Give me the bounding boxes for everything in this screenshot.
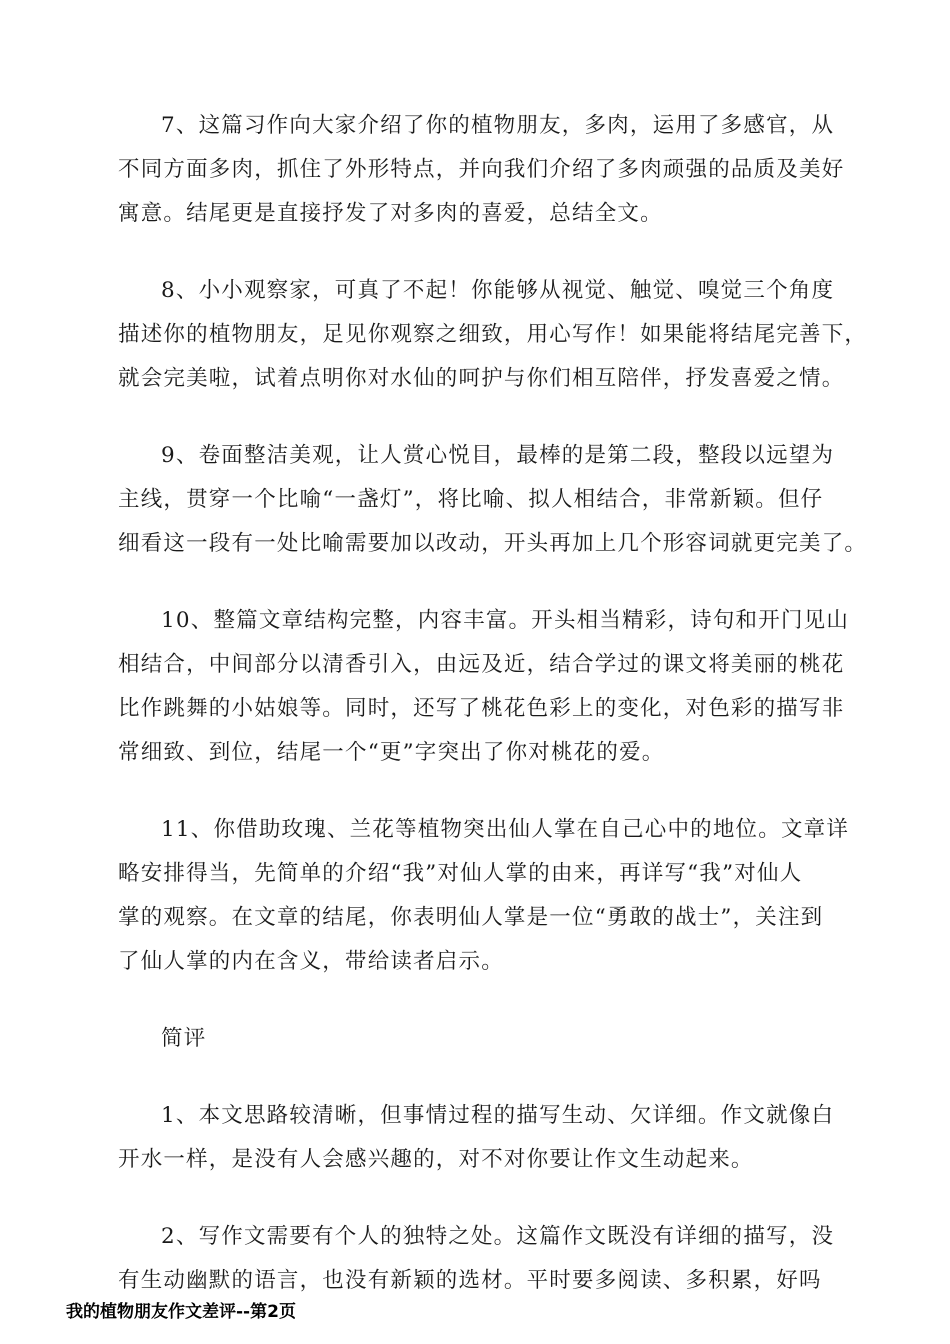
text-line: 11、你借助玫瑰、兰花等植物突出仙人掌在自己心中的地位。文章详 [161, 817, 850, 842]
text-line: 细看这一段有一处比喻需要加以改动，开头再加上几个形容词就更完美了。 [118, 531, 868, 556]
brief-comment-2 [118, 1215, 858, 1303]
comment-paragraph-10 [118, 599, 858, 775]
text-line: 相结合，中间部分以清香引入，由远及近，结合学过的课文将美丽的桃花 [118, 652, 845, 677]
text-line: 8、小小观察家，可真了不起！你能够从视觉、触觉、嗅觉三个角度 [161, 278, 835, 303]
text-line: 有生动幽默的语言，也没有新颖的选材。平时要多阅读、多积累，好吗 [118, 1268, 822, 1293]
text-line: 9、卷面整洁美观，让人赏心悦目，最棒的是第二段，整段以远望为 [161, 443, 835, 468]
text-line: 就会完美啦，试着点明你对水仙的呵护与你们相互陪伴，抒发喜爱之情。 [118, 366, 845, 391]
text-line: 掌的观察。在文章的结尾，你表明仙人掌是一位“勇敢的战士”，关注到 [118, 905, 824, 930]
text-line: 开水一样，是没有人会感兴趣的，对不对你要让作文生动起来。 [118, 1147, 754, 1172]
brief-comment-1 [118, 1094, 858, 1182]
text-line: 略安排得当，先简单的介绍“我”对仙人掌的由来，再详写“我”对仙人 [118, 861, 803, 886]
text-line: 主线，贯穿一个比喻“一盏灯”，将比喻、拟人相结合，非常新颖。但仔 [118, 487, 824, 512]
text-line: 比作跳舞的小姑娘等。同时，还写了桃花色彩上的变化，对色彩的描写非 [118, 696, 845, 721]
comment-paragraph-11 [118, 808, 858, 984]
comment-paragraph-7 [118, 104, 858, 236]
text-line: 了仙人掌的内在含义，带给读者启示。 [118, 949, 504, 974]
page-footer: 我的植物朋友作文差评--第2页 [66, 1302, 296, 1322]
section-heading [118, 1017, 858, 1061]
text-line: 1、本文思路较清晰，但事情过程的描写生动、欠详细。作文就像白 [161, 1103, 835, 1128]
text-line: 7、这篇习作向大家介绍了你的植物朋友，多肉，运用了多感官，从 [161, 113, 835, 138]
text-line: 不同方面多肉，抓住了外形特点，并向我们介绍了多肉顽强的品质及美好 [118, 157, 845, 182]
text-line: 描述你的植物朋友，足见你观察之细致，用心写作！如果能将结尾完善下， [118, 322, 868, 347]
text-line: 10、整篇文章结构完整，内容丰富。开头相当精彩，诗句和开门见山 [161, 608, 850, 633]
comment-paragraph-9 [118, 434, 868, 566]
text-line: 常细致、到位，结尾一个“更”字突出了你对桃花的爱。 [118, 740, 665, 765]
document-body [118, 104, 868, 1336]
comment-paragraph-8 [118, 269, 868, 401]
section-heading-text: 简评 [161, 1026, 207, 1051]
text-line: 2、写作文需要有个人的独特之处。这篇作文既没有详细的描写，没 [161, 1224, 835, 1249]
text-line: 寓意。结尾更是直接抒发了对多肉的喜爱，总结全文。 [118, 201, 663, 226]
